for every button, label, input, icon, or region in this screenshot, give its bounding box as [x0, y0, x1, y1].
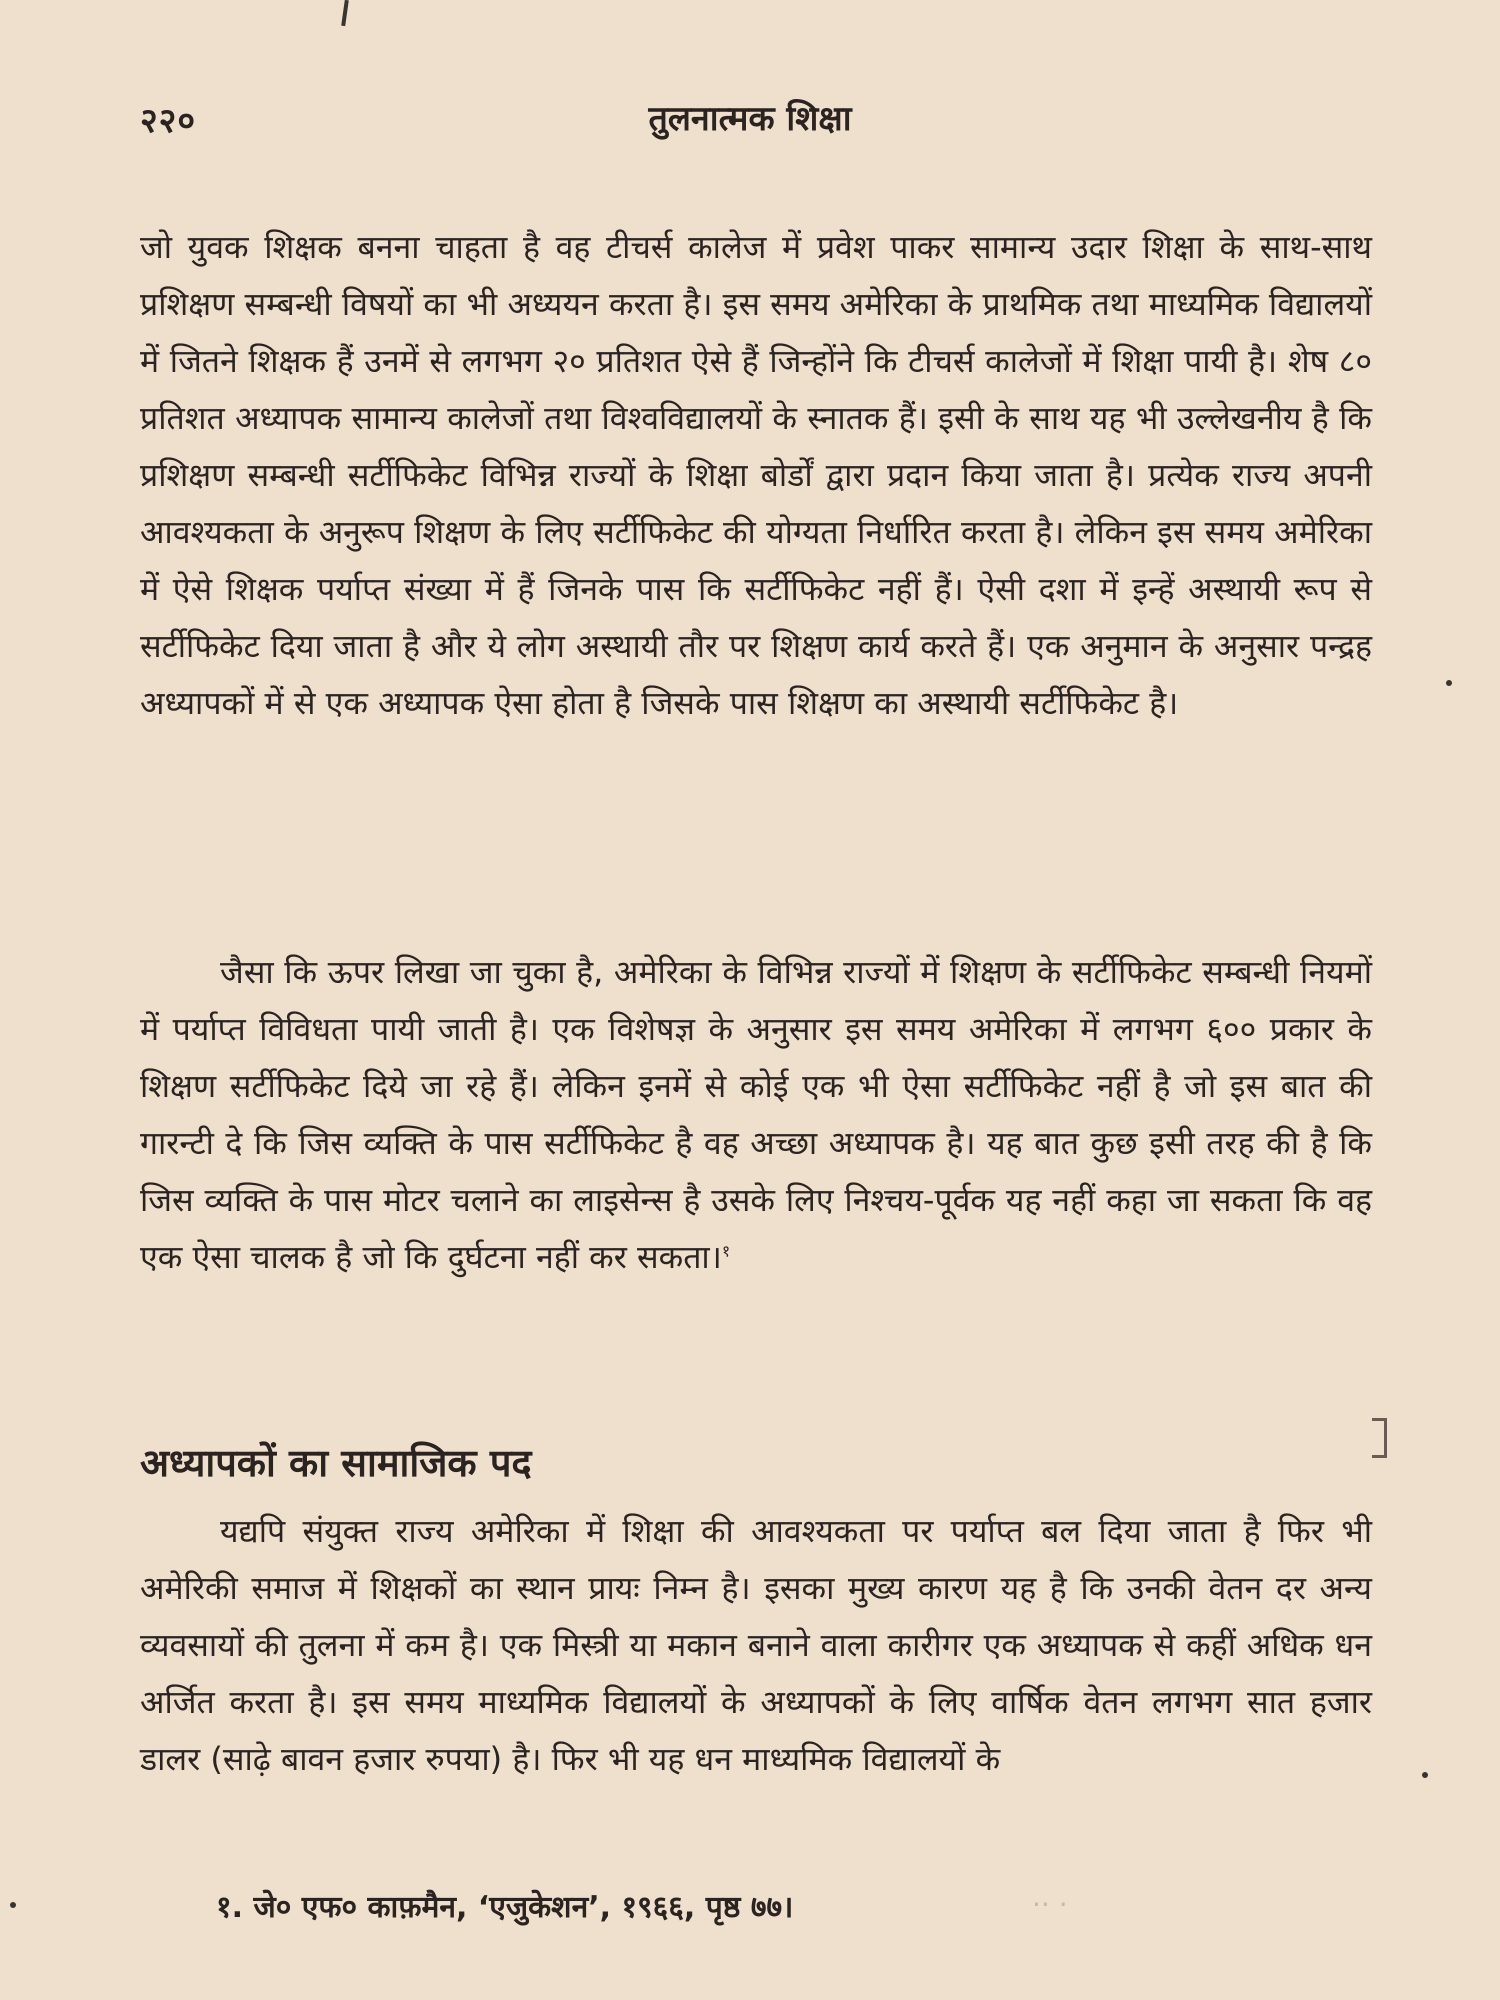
- speck: [10, 1902, 16, 1908]
- footnote-reference: १: [721, 1241, 731, 1261]
- show-through-text: ·· ·: [1032, 1888, 1068, 1921]
- section-heading: अध्यापकों का सामाजिक पद: [140, 1440, 532, 1485]
- running-title: तुलनात्मक शिक्षा: [648, 99, 852, 139]
- page-number: २२०: [140, 101, 197, 141]
- paragraph-2-text: जैसा कि ऊपर लिखा जा चुका है, अमेरिका के विभिन्न राज्यों में शिक्षण के सर्टीफिकेट सम्बन्धी नियमों में पर्याप्त विविधता पायी जाती है। एक विशेषज्ञ के अनुसार इस समय अमेरिका में लगभग ६०० प्रकार के शिक्षण सर्टीफिकेट दिये जा रहे हैं। लेकिन इनमें से कोई एक भी ऐसा सर्टीफिकेट नहीं है जो इस बात की गारन्टी दे कि जिस व्यक्ति के पास सर्टीफिकेट है वह अच्छा अध्यापक है। यह बात कुछ इसी तरह की है कि जिस व्यक्ति के पास मोटर चलाने का लाइसेन्स है उसके लिए निश्चय-पूर्वक यह नहीं कहा जा सकता कि वह एक ऐसा चालक है जो कि दुर्घटना नहीं कर सकता।: [140, 953, 1372, 1276]
- margin-bracket-mark: [1372, 1418, 1387, 1458]
- paragraph-social-status: यद्यपि संयुक्त राज्य अमेरिका में शिक्षा की आवश्यकता पर पर्याप्त बल दिया जाता है फिर भी अमेरिकी समाज में शिक्षकों का स्थान प्रायः निम्न है। इसका मुख्य कारण यह है कि उनकी वेतन दर अन्य व्यवसायों की तुलना में कम है। एक मिस्त्री या मकान बनाने वाला कारीगर एक अध्यापक से कहीं अधिक धन अर्जित करता है। इस समय माध्यमिक विद्यालयों के अध्यापकों के लिए वार्षिक वेतन लगभग सात हजार डालर (साढ़े बावन हजार रुपया) है। फिर भी यह धन माध्यमिक विद्यालयों के: [140, 1512, 1372, 1778]
- speck: [1446, 680, 1452, 686]
- paragraph-certification: जो युवक शिक्षक बनना चाहता है वह टीचर्स कालेज में प्रवेश पाकर सामान्य उदार शिक्षा के साथ-साथ प्रशिक्षण सम्बन्धी विषयों का भी अध्ययन करता है। इस समय अमेरिका के प्राथमिक तथा माध्यमिक विद्यालयों में जितने शिक्षक हैं उनमें से लगभग २० प्रतिशत ऐसे हैं जिन्होंने कि टीचर्स कालेजों में शिक्षा पायी है। शेष ८० प्रतिशत अध्यापक सामान्य कालेजों तथा विश्वविद्यालयों के स्नातक हैं। इसी के साथ यह भी उल्लेखनीय है कि प्रशिक्षण सम्बन्धी सर्टीफिकेट विभिन्न राज्यों के शिक्षा बोर्डों द्वारा प्रदान किया जाता है। प्रत्येक राज्य अपनी आवश्यकता के अनुरूप शिक्षण के लिए सर्टीफिकेट की योग्यता निर्धारित करता है। लेकिन इस समय अमेरिका में ऐसे शिक्षक पर्याप्त संख्या में हैं जिनके पास कि सर्टीफिकेट नहीं हैं। ऐसी दशा में इन्हें अस्थायी रूप से सर्टीफिकेट दिया जाता है और ये लोग अस्थायी तौर पर शिक्षण कार्य करते हैं। एक अनुमान के अनुसार पन्द्रह अध्यापकों में से एक अध्यापक ऐसा होता है जिसके पास शिक्षण का अस्थायी सर्टीफिकेट है।: [140, 228, 1372, 722]
- speck: [1422, 1772, 1428, 1778]
- margin-mark: [341, 0, 349, 26]
- paragraph-certificate-variety: [140, 944, 1372, 1286]
- footnote: १. जे० एफ० काफ़मैन, ‘एजुकेशन’, १९६६, पृष्ठ ७७।: [216, 1890, 794, 1925]
